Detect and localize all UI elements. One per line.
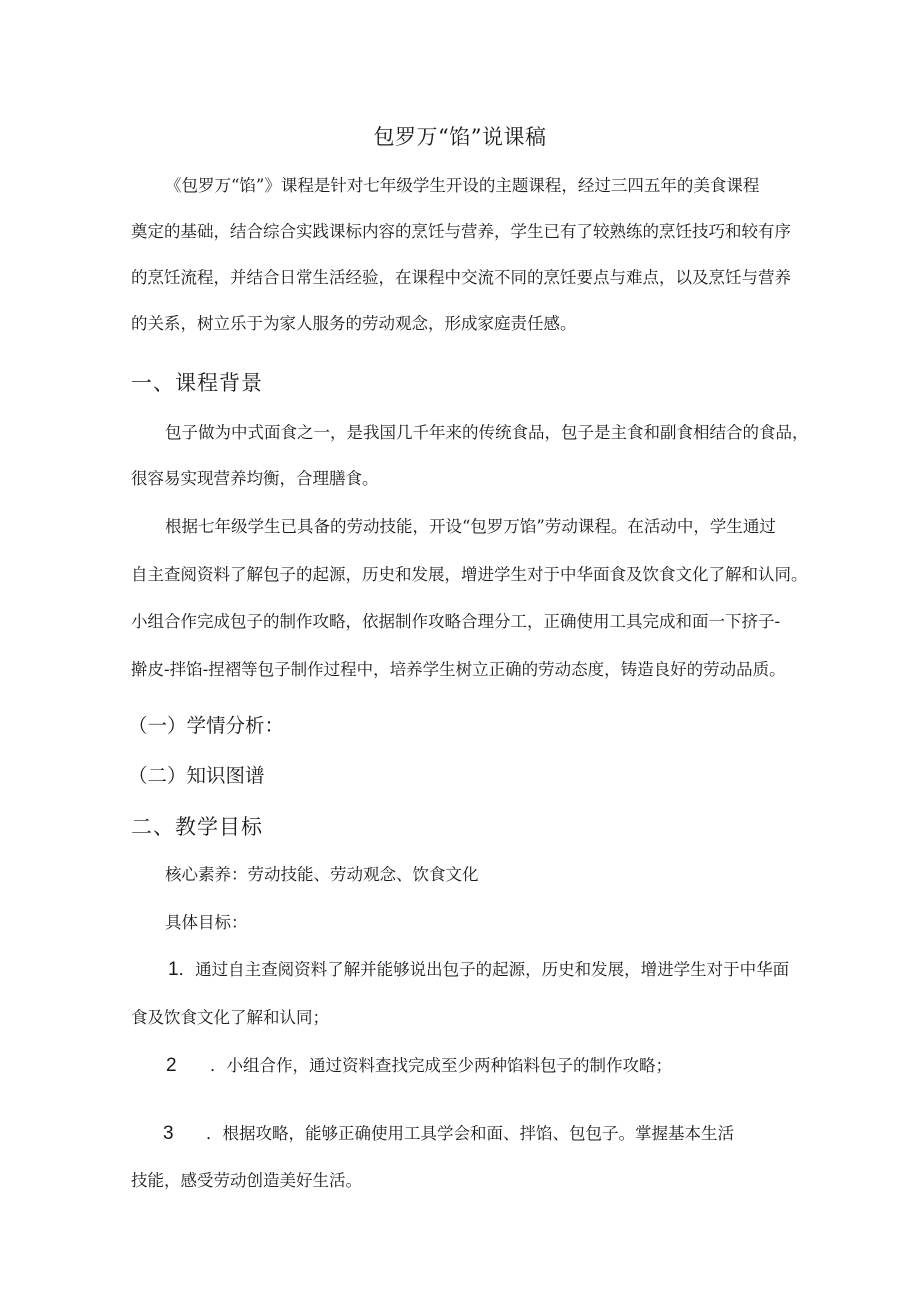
document-title: 包罗万“馅”说课稿: [373, 125, 547, 149]
background-line: 根据七年级学生已具备的劳动技能，开设“包罗万馅”劳动课程。在活动中，学生通过: [165, 517, 776, 536]
background-line: 包子做为中式面食之一，是我国几千年来的传统食品，包子是主食和副食相结合的食品，: [165, 423, 809, 442]
goal-item: [166, 1052, 672, 1077]
section-heading-background: 一、课程背景: [131, 371, 263, 395]
subheading-knowledge-map: （二）知识图谱: [128, 764, 265, 787]
core-literacy-line: 核心素养：劳动技能、劳动观念、饮食文化: [165, 865, 479, 884]
goal-number: 3: [163, 1123, 174, 1144]
intro-line: 奠定的基础，结合综合实践课标内容的烹饪与营养，学生已有了较熟练的烹饪技巧和较有序: [131, 222, 791, 241]
background-line: 擀皮-拌馅-捏褶等包子制作过程中，培养学生树立正确的劳动态度，铸造良好的劳动品质。: [131, 660, 786, 679]
background-line: 自主查阅资料了解包子的起源，历史和发展，增进学生对于中华面食及饮食文化了解和认同。: [131, 565, 808, 584]
section-heading-teaching-goals: 二、教学目标: [131, 815, 263, 839]
goal-text-continued: 技能，感受劳动创造美好生活。: [131, 1171, 362, 1190]
intro-line: 《包罗万“馅”》课程是针对七年级学生开设的主题课程，经过三四五年的美食课程: [165, 176, 760, 195]
subheading-learner-analysis: （一）学情分析：: [128, 714, 285, 737]
intro-line: 的烹饪流程，并结合日常生活经验，在课程中交流不同的烹饪要点与难点，以及烹饪与营养: [131, 268, 791, 287]
goal-text-continued: 食及饮食文化了解和认同；: [131, 1008, 329, 1027]
goal-text: ．小组合作，通过资料查找完成至少两种馅料包子的制作攻略；: [210, 1056, 672, 1075]
goal-item: [168, 956, 789, 981]
goal-number: 1: [168, 959, 179, 980]
background-line: 很容易实现营养均衡，合理膳食。: [131, 469, 379, 488]
goal-text: ．根据攻略，能够正确使用工具学会和面、拌馅、包包子。掌握基本生活: [206, 1124, 734, 1143]
specific-goals-label: 具体目标：: [165, 913, 248, 932]
goal-text: ．通过自主查阅资料了解并能够说出包子的起源，历史和发展，增进学生对于中华面: [178, 960, 790, 979]
goal-number: 2: [166, 1055, 177, 1076]
intro-line: 的关系，树立乐于为家人服务的劳动观念，形成家庭责任感。: [131, 314, 577, 333]
goal-item: [163, 1120, 734, 1145]
background-line: 小组合作完成包子的制作攻略，依据制作攻略合理分工，正确使用工具完成和面一下挤子-: [131, 612, 781, 631]
